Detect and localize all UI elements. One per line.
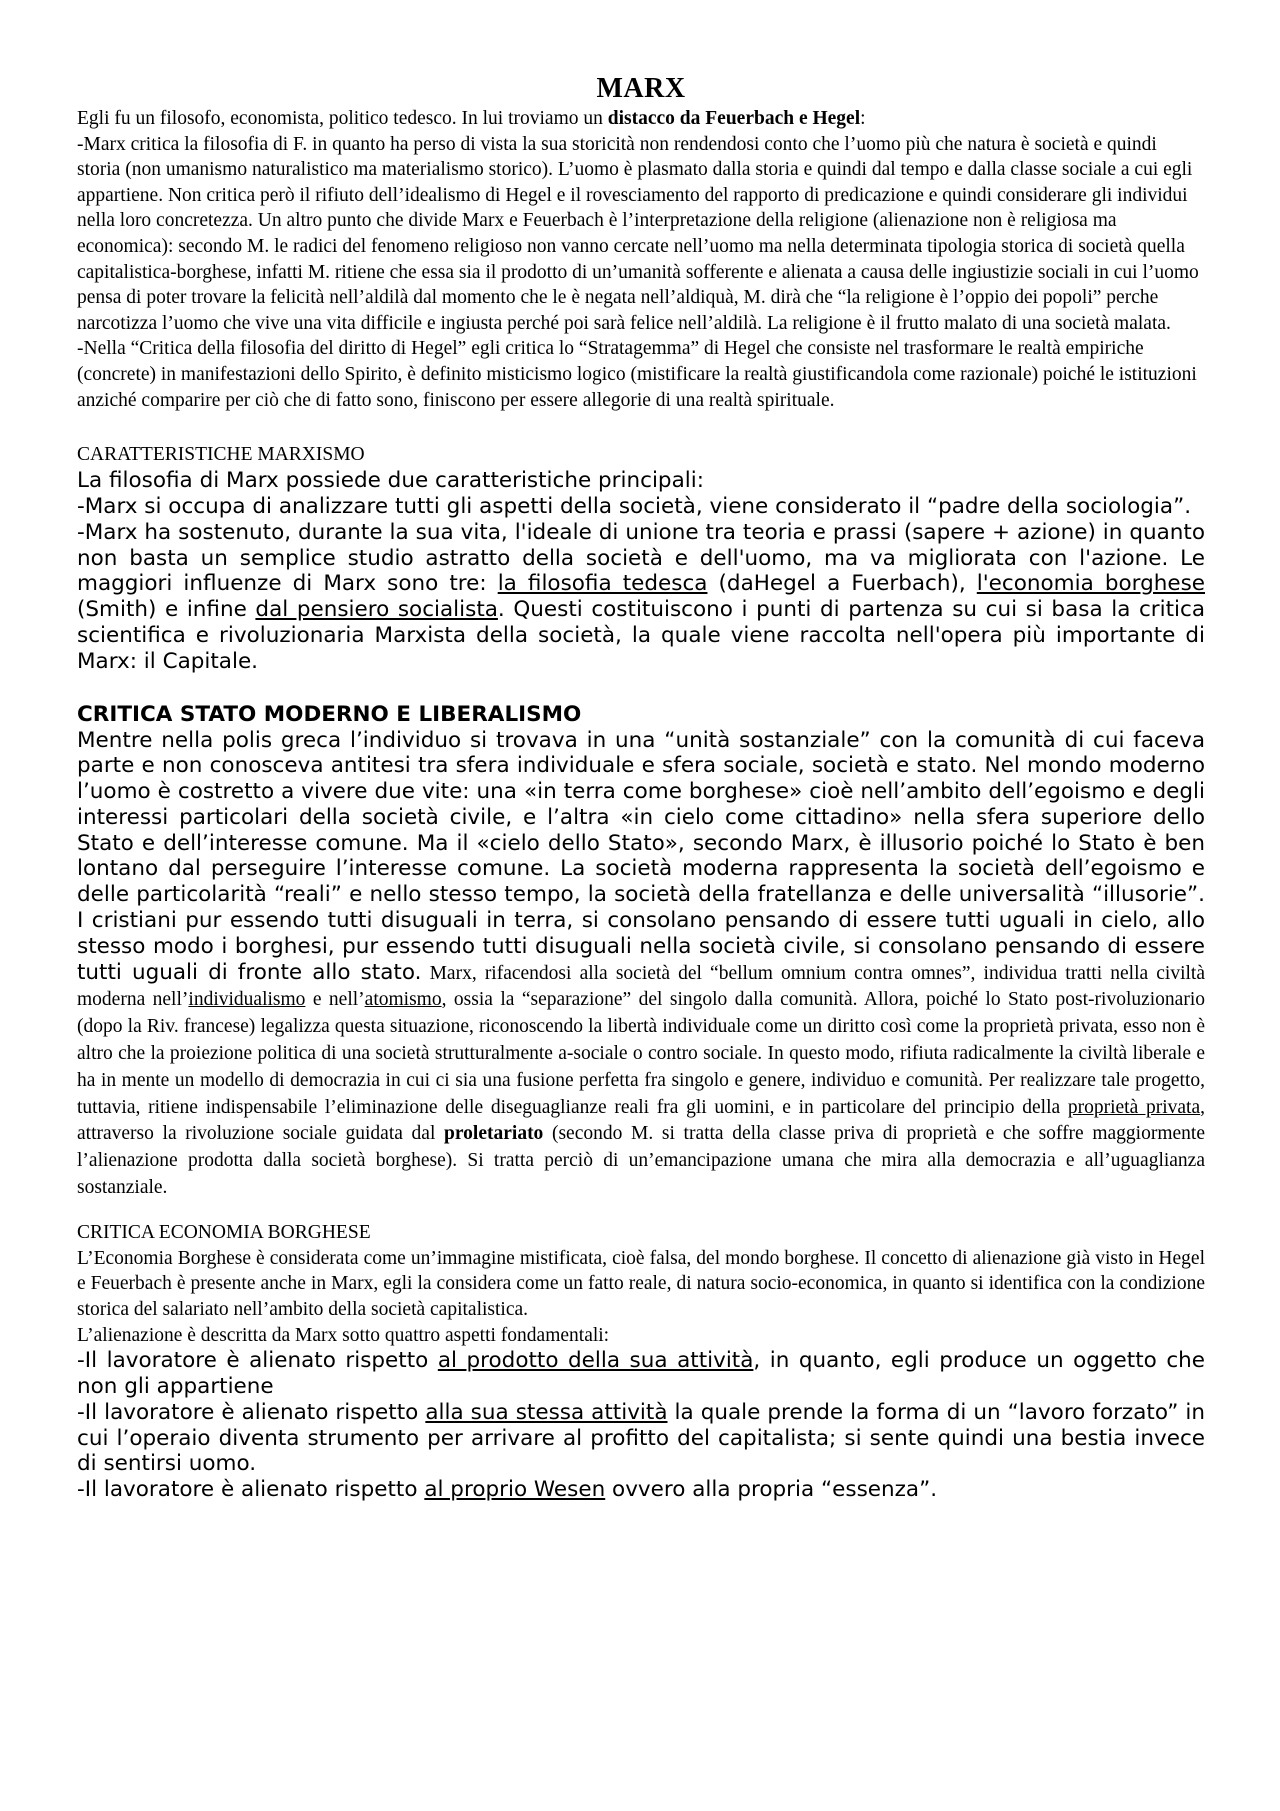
item3-underline: al proprio Wesen (424, 1477, 606, 1503)
item3-text-b: ovvero alla propria “essenza”. (605, 1477, 938, 1503)
car-underline-3: dal pensiero socialista (255, 597, 498, 623)
stato-text-a: Marx, rifacendosi alla società del “bellum omnium contra omnes”, individua tratti nella civiltà moderna nell’ (77, 962, 1205, 1011)
heading-critica-stato: CRITICA STATO MODERNO E LIBERALISMO (77, 701, 582, 727)
stato-sans-text: Mentre nella polis greca l’individuo si trovava in una “unità sostanziale” con la comunità di cui faceva parte e non conosceva antitesi tra sfera individuale e sfera sociale, società e stato. Nel mondo moderno l’uomo è costretto a vivere due vite: una «in terra come borghese» cioè nell’ambito dell’egoismo e degli interessi particolari della società civile, e l’altra «in cielo come cittadino» nella sfera superiore dello Stato e dell’interesse comune. Ma il «cielo dello Stato», secondo Marx, è illusorio poiché lo Stato è ben lontano dal perseguire l’interesse comune. La società moderna rappresenta la società dell’egoismo e delle particolarità “reali” e nello stesso tempo, la società della fratellanza e delle universalità “illusorie”. I cristiani pur essendo tutti disuguali in terra, si consolano pensando di essere tutti uguali in cielo, allo stesso modo i borghesi, pur essendo tutti disuguali nella società civile, si consolano pensando di essere tutti uguali di fronte allo stato. (77, 727, 1205, 985)
critica-stato-paragraph (77, 728, 1205, 1201)
stato-underline-1: individualismo (188, 989, 306, 1011)
page-title: MARX (596, 73, 686, 104)
stato-text-c: , ossia la “separazione” del singolo dalla comunità. Allora, poiché lo Stato post-rivoluzionario (dopo la Riv. francese) legalizza questa situazione, riconoscendo la libertà individuale come un diritto così come la proprietà privata, esso non è altro che la proiezione politica di una società strutturalmente a-sociale o contro sociale. In questo modo, rifiuta radicalmente la civiltà liberale e ha in mente un modello di democrazia in cui ci sia una fusione perfetta fra singolo e genere, individuo e comunità. Per realizzare tale progetto, tuttavia, ritiene indispensabile l’eliminazione delle diseguaglianze reali fra gli uomini, e in particolare del principio della (77, 989, 1205, 1118)
car-text-a: -Marx ha sostenuto, durante la sua vita, l'ideale di unione tra teoria e prassi (sapere + azione) in quanto non basta un semplice studio astratto della società e dell'uomo, ma va migliorata con l'azione. Le maggiori influenze di Marx sono tre: (77, 519, 1205, 597)
intro-text-b: : (860, 108, 866, 129)
alienazione-item-3 (77, 1477, 1205, 1503)
item1-text-a: -Il lavoratore è alienato rispetto (77, 1348, 438, 1374)
economia-paragraph: L’Economia Borghese è considerata come un’immagine mistificata, cioè falsa, del mondo borghese. Il concetto di alienazione già visto in Hegel e Feuerbach è presente anche in Marx, egli la considera come un fatto reale, di natura socio-economica, in quanto si identifica con la condizione storica del salariato nell’ambito della società capitalistica. (77, 1247, 1205, 1321)
caratteristiche-paragraph-3 (77, 520, 1205, 675)
stato-underline-3: proprietà privata (1067, 1096, 1201, 1118)
stato-text-d: , attraverso la rivoluzione sociale guidata dal (77, 1096, 1205, 1145)
item1-text-b: , in quanto, egli produce un oggetto che non gli appartiene (77, 1348, 1205, 1400)
stato-bold: proletariato (444, 1123, 544, 1145)
car-text-c: (Smith) e infine (77, 597, 256, 623)
document-page (77, 74, 1205, 1503)
car-text-d: . Questi costituiscono i punti di partenza su cui si basa la critica scientifica e rivoluzionaria Marxista della società, la quale viene raccolta nell'opera più importante di Marx: il Capitale. (77, 597, 1205, 674)
intro-bold: distacco da Feuerbach e Hegel (607, 108, 861, 129)
intro-paragraph-1: -Marx critica la filosofia di F. in quanto ha perso di vista la sua storicità non rendendosi conto che l’uomo più che natura è società e quindi storia (non umanismo naturalistico ma materialismo storico). L’uomo è plasmato dalla storia e quindi dal tempo e dalla classe sociale a cui egli appartiene. Non critica però il rifiuto dell’idealismo di Hegel e il rovesciamento del rapporto di predicazione e quindi considerare gli individui nella loro concretezza. Un altro punto che divide Marx e Feuerbach è l’interpretazione della religione (alienazione non è religiosa ma economica): secondo M. le radici del fenomeno religioso non vanno cercate nell’uomo ma nella determinata tipologia storica di società quella capitalistica-borghese, infatti M. ritiene che essa sia il prodotto di un’umanità sofferente e alienata a causa delle ingiustizie sociali in cui l’uomo pensa di poter trovare la felicità nell’aldilà dal momento che le è negata nell’aldiquà, M. dirà che “la religione è l’oppio dei popoli” perche narcotizza l’uomo che vive una vita difficile e ingiusta perché poi sarà felice nell’aldilà. La religione è il frutto malato di una società malata. (77, 133, 1199, 334)
item2-text-a: -Il lavoratore è alienato rispetto (77, 1399, 426, 1425)
heading-caratteristiche: CARATTERISTICHE MARXISMO (77, 444, 365, 466)
caratteristiche-line-2: -Marx si occupa di analizzare tutti gli aspetti della società, viene considerato il “padre della sociologia”. (77, 493, 1192, 519)
item1-underline: al prodotto della sua attività (437, 1348, 754, 1374)
item2-text-b: la quale prende la forma di un “lavoro forzato” in cui l’operaio diventa strumento per arrivare al profitto del capitalista; si sente quindi una bestia invece di sentirsi uomo. (77, 1399, 1205, 1477)
stato-underline-2: atomismo (364, 989, 442, 1011)
caratteristiche-line-1: La filosofia di Marx possiede due caratteristiche principali: (77, 468, 704, 494)
intro-line (77, 106, 1205, 132)
car-underline-2: l'economia borghese (976, 571, 1206, 597)
alienazione-item-2 (77, 1400, 1205, 1477)
alienazione-item-1 (77, 1348, 1205, 1400)
stato-text-e: (secondo M. si tratta della classe priva di proprietà e che soffre maggiormente l’alienazione prodotta dalla società borghese). Si tratta perciò di un’emancipazione umana che mira alla democrazia e all’uguaglianza sostanziale. (77, 1123, 1205, 1199)
item3-text-a: -Il lavoratore è alienato rispetto (77, 1477, 425, 1503)
stato-text-b: e nell’ (305, 989, 365, 1011)
car-underline-1: la filosofia tedesca (497, 571, 708, 597)
intro-text-a: Egli fu un filosofo, economista, politico tedesco. In lui troviamo un (77, 108, 608, 129)
intro-paragraph-2: -Nella “Critica della filosofia del diritto di Hegel” egli critica lo “Stratagemma” di Hegel che consiste nel trasformare le realtà empiriche (concrete) in manifestazioni dello Spirito, è definito misticismo logico (mistificare la realtà giustificandola come razionale) poiché le istituzioni anziché comparire per ciò che di fatto sono, finiscono per essere allegorie di una realtà spirituale. (77, 338, 1197, 411)
item2-underline: alla sua stessa attività (425, 1399, 668, 1425)
car-text-b: (daHegel a Fuerbach), (707, 571, 977, 597)
stato-serif-text (77, 963, 1205, 1198)
economia-intro-line: L’alienazione è descritta da Marx sotto quattro aspetti fondamentali: (77, 1324, 610, 1346)
heading-critica-economia: CRITICA ECONOMIA BORGHESE (77, 1221, 371, 1243)
